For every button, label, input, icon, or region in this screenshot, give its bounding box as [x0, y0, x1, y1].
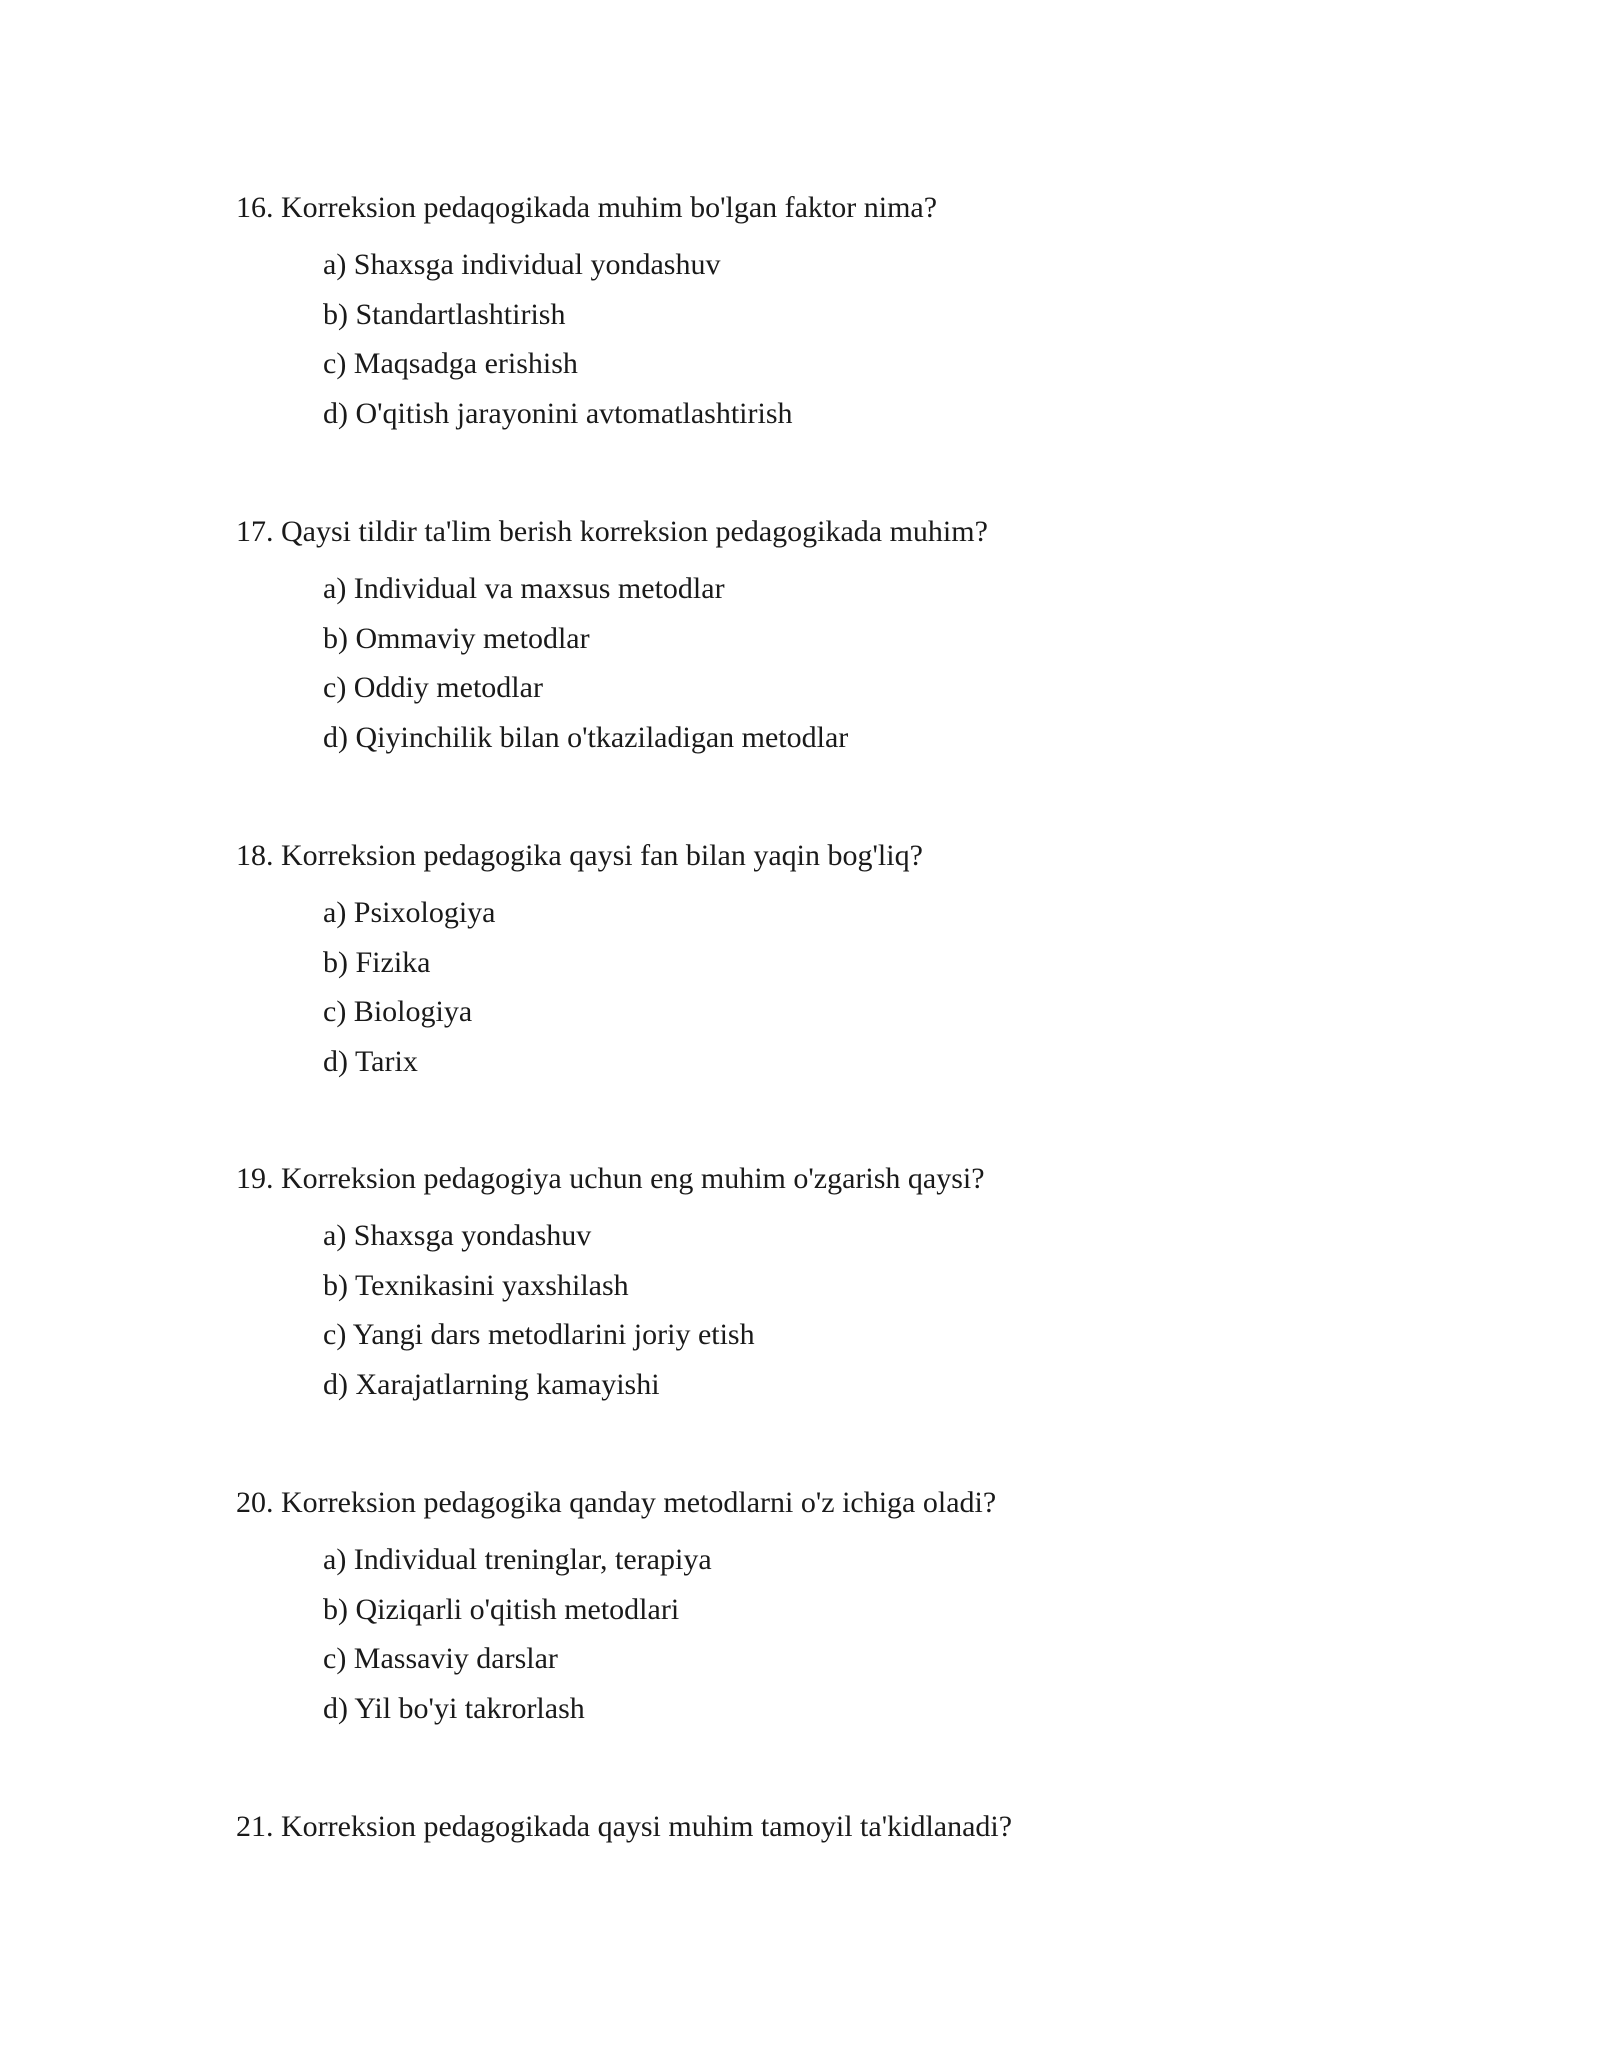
- answer-options: [323, 571, 1436, 769]
- question-text: 21. Korreksion pedagogikada qaysi muhim tamoyil ta'kidlanadi?: [236, 1810, 1013, 1843]
- option-b: b) Standartlashtirish: [323, 297, 566, 331]
- question-16: [236, 190, 1436, 445]
- question-text: 19. Korreksion pedagogiya uchun eng muhim o'zgarish qaysi?: [236, 1162, 985, 1195]
- question-20: [236, 1485, 1436, 1740]
- option-b: b) Qiziqarli o'qitish metodlari: [323, 1592, 680, 1626]
- answer-options: [323, 895, 1436, 1093]
- option-c: c) Oddiy metodlar: [323, 671, 543, 705]
- answer-options: [323, 247, 1436, 445]
- option-d: d) Yil bo'yi takrorlash: [323, 1691, 585, 1725]
- option-a: a) Psixologiya: [323, 896, 496, 929]
- option-b: b) Texnikasini yaxshilash: [323, 1268, 629, 1302]
- answer-options: [323, 1218, 1436, 1416]
- option-c: c) Massaviy darslar: [323, 1642, 558, 1676]
- question-18: [236, 838, 1436, 1093]
- option-d: d) Qiyinchilik bilan o'tkaziladigan metodlar: [323, 720, 849, 754]
- option-a: a) Shaxsga yondashuv: [323, 1219, 592, 1252]
- answer-options: [323, 1542, 1436, 1740]
- option-a: a) Individual va maxsus metodlar: [323, 572, 725, 605]
- question-19: [236, 1161, 1436, 1416]
- question-text: 17. Qaysi tildir ta'lim berish korreksion pedagogikada muhim?: [236, 515, 988, 548]
- option-d: d) Xarajatlarning kamayishi: [323, 1367, 660, 1401]
- option-c: c) Yangi dars metodlarini joriy etish: [323, 1318, 755, 1352]
- option-b: b) Fizika: [323, 945, 431, 979]
- question-21: [236, 1809, 1436, 1845]
- option-d: d) Tarix: [323, 1044, 418, 1078]
- option-d: d) O'qitish jarayonini avtomatlashtirish: [323, 396, 793, 430]
- question-17: [236, 514, 1436, 769]
- option-a: a) Individual treninglar, terapiya: [323, 1543, 712, 1576]
- question-text: 18. Korreksion pedagogika qaysi fan bilan yaqin bog'liq?: [236, 839, 923, 872]
- question-text: 16. Korreksion pedaqogikada muhim bo'lgan faktor nima?: [236, 191, 938, 224]
- option-b: b) Ommaviy metodlar: [323, 621, 590, 655]
- option-a: a) Shaxsga individual yondashuv: [323, 248, 721, 281]
- option-c: c) Maqsadga erishish: [323, 347, 578, 381]
- question-text: 20. Korreksion pedagogika qanday metodlarni o'z ichiga oladi?: [236, 1486, 997, 1519]
- option-c: c) Biologiya: [323, 995, 473, 1029]
